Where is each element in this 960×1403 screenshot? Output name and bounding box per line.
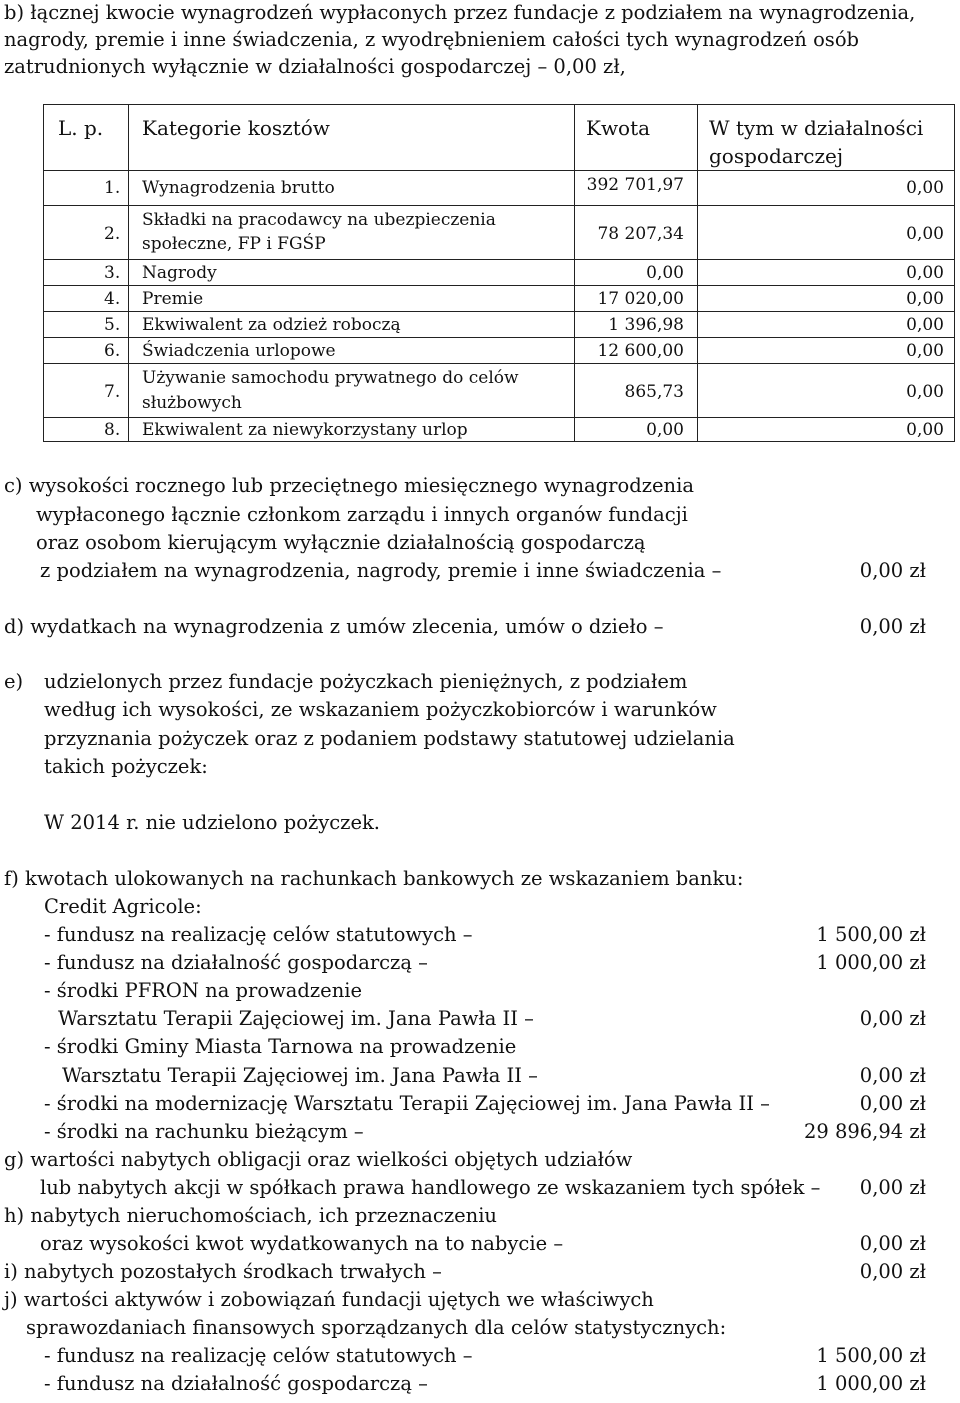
section-b-line-2: nagrody, premie i inne świadczenia, z wyodrębnieniem całości tych wynagrodzeń osób [4,28,860,51]
section-g-line-2: lub nabytych akcji w spółkach prawa handlowego ze wskazaniem tych spółek – [40,1176,821,1199]
row-8-business: 0,00 [906,420,944,440]
table-row-divider [44,337,954,338]
section-f-item-2: - fundusz na działalność gospodarczą – [44,951,428,974]
section-j-line-2: sprawozdaniach finansowych sporządzanych dla celów statystycznych: [26,1316,727,1339]
table-row-divider [44,311,954,312]
section-c-line-3: oraz osobom kierującym wyłącznie działalnością gospodarczą [36,531,646,554]
header-amount: Kwota [586,116,651,140]
section-c-line-4: z podziałem na wynagrodzenia, nagrody, premie i inne świadczenia – [40,559,722,582]
section-e-line-3: przyznania pożyczek oraz z podaniem podstawy statutowej udzielania [44,727,735,750]
section-e-line-2: według ich wysokości, ze wskazaniem pożyczkobiorców i warunków [44,698,717,721]
section-f-title: f) kwotach ulokowanych na rachunkach bankowych ze wskazaniem banku: [4,867,744,890]
section-b-line-3: zatrudnionych wyłącznie w działalności gospodarczej – 0,00 zł, [4,55,626,78]
row-4-amount: 17 020,00 [597,289,684,309]
section-f-item-1: - fundusz na realizację celów statutowych – [44,923,473,946]
row-3-lp: 3. [104,263,121,283]
section-f-item-8-amount: 29 896,94 zł [803,1120,926,1143]
section-f-bank: Credit Agricole: [44,895,202,918]
section-j-item-2-amount: 1 000,00 zł [816,1372,926,1395]
row-6-business: 0,00 [906,341,944,361]
row-3-category: Nagrody [142,263,217,283]
section-e-line-4: takich pożyczek: [44,755,208,778]
section-f-item-8: - środki na rachunku bieżącym – [44,1120,364,1143]
section-b-line-1: b) łącznej kwocie wynagrodzeń wypłaconych przez fundacje z podziałem na wynagrodzenia, [4,1,916,24]
section-h-amount: 0,00 zł [859,1232,926,1255]
section-i-text: i) nabytych pozostałych środkach trwałych – [4,1260,442,1283]
row-6-category: Świadczenia urlopowe [142,341,336,361]
row-7-amount: 865,73 [624,382,684,402]
section-f-item-3: - środki PFRON na prowadzenie [44,979,363,1002]
section-f-item-1-amount: 1 500,00 zł [816,923,926,946]
table-col-divider [697,105,698,441]
section-c-amount: 0,00 zł [859,559,926,582]
row-1-business: 0,00 [906,178,944,198]
table-col-divider [574,105,575,441]
table-row-divider [44,363,954,364]
section-c-line-1: c) wysokości rocznego lub przeciętnego miesięcznego wynagrodzenia [4,474,694,497]
section-f-item-4-amount: 0,00 zł [859,1007,926,1030]
row-1-category: Wynagrodzenia brutto [142,178,335,198]
section-e-label: e) [4,670,24,693]
row-7-business: 0,00 [906,382,944,402]
row-8-amount: 0,00 [646,420,684,440]
row-8-category: Ekwiwalent za niewykorzystany urlop [142,420,468,440]
table-row-divider [44,205,954,206]
section-f-item-4: Warsztatu Terapii Zajęciowej im. Jana Pawła II – [58,1007,534,1030]
row-7-category-2: służbowych [142,393,242,413]
section-e-line-1: udzielonych przez fundacje pożyczkach pieniężnych, z podziałem [44,670,688,693]
row-4-category: Premie [142,289,204,309]
row-5-business: 0,00 [906,315,944,335]
header-business-2: gospodarczej [709,144,844,168]
row-1-lp: 1. [104,178,121,198]
section-e-note: W 2014 r. nie udzielono pożyczek. [44,811,381,834]
header-lp: L. p. [58,116,104,140]
section-f-item-7-amount: 0,00 zł [859,1092,926,1115]
salary-table [43,104,955,442]
section-f-item-6: Warsztatu Terapii Zajęciowej im. Jana Pawła II – [62,1064,538,1087]
section-f-item-5: - środki Gminy Miasta Tarnowa na prowadzenie [44,1035,517,1058]
row-5-amount: 1 396,98 [608,315,684,335]
row-5-lp: 5. [104,315,121,335]
section-h-line-1: h) nabytych nieruchomościach, ich przeznaczeniu [4,1204,497,1227]
row-7-category: Używanie samochodu prywatnego do celów [142,368,519,388]
row-5-category: Ekwiwalent za odzież roboczą [142,315,401,335]
row-2-amount: 78 207,34 [597,224,684,244]
section-f-item-2-amount: 1 000,00 zł [816,951,926,974]
row-2-business: 0,00 [906,224,944,244]
section-i-amount: 0,00 zł [859,1260,926,1283]
section-h-line-2: oraz wysokości kwot wydatkowanych na to nabycie – [40,1232,564,1255]
row-2-category-2: społeczne, FP i FGŚP [142,234,326,254]
section-j-item-1: - fundusz na realizację celów statutowych – [44,1344,473,1367]
row-3-business: 0,00 [906,263,944,283]
section-d-amount: 0,00 zł [859,615,926,638]
header-category: Kategorie kosztów [142,116,330,140]
table-row-divider [44,259,954,260]
row-1-amount: 392 701,97 [586,175,684,195]
section-d-text: d) wydatkach na wynagrodzenia z umów zlecenia, umów o dzieło – [4,615,664,638]
section-g-amount: 0,00 zł [859,1176,926,1199]
table-row-divider [44,285,954,286]
section-c-line-2: wypłaconego łącznie członkom zarządu i innych organów fundacji [36,503,688,526]
row-7-lp: 7. [104,382,121,402]
table-row-divider [44,417,954,418]
row-8-lp: 8. [104,420,121,440]
section-j-line-1: j) wartości aktywów i zobowiązań fundacji ujętych we właściwych [4,1288,654,1311]
row-6-amount: 12 600,00 [597,341,684,361]
row-4-lp: 4. [104,289,121,309]
section-g-line-1: g) wartości nabytych obligacji oraz wielkości objętych udziałów [4,1148,633,1171]
row-2-category: Składki na pracodawcy na ubezpieczenia [142,210,496,230]
row-4-business: 0,00 [906,289,944,309]
header-business-1: W tym w działalności [709,116,924,140]
section-f-item-6-amount: 0,00 zł [859,1064,926,1087]
row-2-lp: 2. [104,224,121,244]
table-col-divider [128,105,129,441]
row-6-lp: 6. [104,341,121,361]
row-3-amount: 0,00 [646,263,684,283]
section-f-item-7: - środki na modernizację Warsztatu Terapii Zajęciowej im. Jana Pawła II – [44,1092,770,1115]
section-j-item-1-amount: 1 500,00 zł [816,1344,926,1367]
section-j-item-2: - fundusz na działalność gospodarczą – [44,1372,428,1395]
